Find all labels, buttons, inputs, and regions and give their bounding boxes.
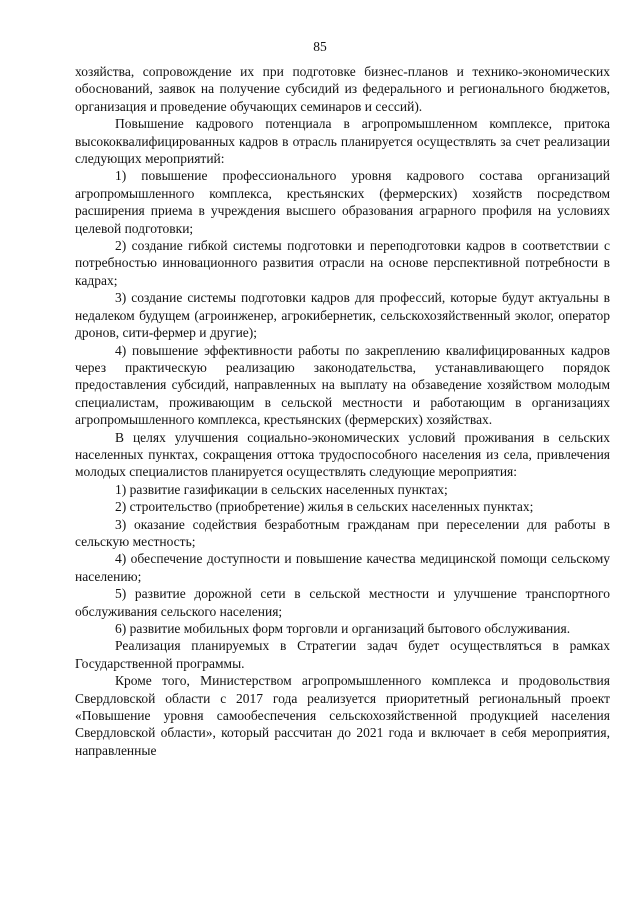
list-item-personnel-3: 3) создание системы подготовки кадров для профессий, которые будут актуальны в недалеком будущем (агроинженер, агрокибернетик, сельскохозяйственный эколог, оператор дронов, сити-фермер и другие); (75, 290, 610, 341)
list-item-living-5: 5) развитие дорожной сети в сельской местности и улучшение транспортного обслуживания сельского населения; (75, 586, 610, 619)
list-item-personnel-1: 1) повышение профессионального уровня кадрового состава организаций агропромышленного комплекса, крестьянских (фермерских) хозяйств посредством расширения приема в учреждения высшего образования аграрного профиля на условиях целевой подготовки; (75, 168, 610, 236)
list-item-living-6: 6) развитие мобильных форм торговли и организаций бытового обслуживания. (115, 621, 571, 636)
list-item-living-1: 1) развитие газификации в сельских населенных пунктах; (115, 481, 448, 497)
paragraph-continuation: хозяйства, сопровождение их при подготовке бизнес-планов и технико-экономических обоснований, заявок на получение субсидий из федерального и регионального бюджетов, организация и проведение обучающих семинаров и сессий). (75, 64, 610, 114)
document-body (75, 63, 610, 759)
paragraph-living-conditions-intro: В целях улучшения социально-экономических условий проживания в сельских населенных пунктах, сокращения оттока трудоспособного населения из села, привлечения молодых специалистов планируется осуществлять следующие мероприятия: (75, 429, 610, 480)
list-item-personnel-2: 2) создание гибкой системы подготовки и переподготовки кадров в соответствии с потребностью инновационного развития отрасли на основе перспективной потребности в кадрах; (75, 238, 610, 288)
paragraph-strategy-implementation: Реализация планируемых в Стратегии задач будет осуществляться в рамках Государственной программы. (75, 638, 610, 671)
list-item-personnel-4: 4) повышение эффективности работы по закреплению квалифицированных кадров через практическую реализацию законодательства, устанавливающего порядок предоставления субсидий, направленных на выплату на обзаведение хозяйством молодым специалистам, проживающим в сельской местности и работающим в организациях агропромышленного комплекса, крестьянских (фермерских) хозяйствах. (75, 342, 610, 428)
list-item-living-2: 2) строительство (приобретение) жилья в сельских населенных пунктах; (115, 499, 534, 515)
paragraph-personnel-intro: Повышение кадрового потенциала в агропромышленном комплексе, притока высококвалифицированных кадров в отрасль планируется осуществлять за счет реализации следующих мероприятий: (75, 116, 610, 167)
list-item-living-4: 4) обеспечение доступности и повышение качества медицинской помощи сельскому населению; (75, 551, 610, 584)
page-number: 85 (313, 39, 327, 54)
list-item-living-3: 3) оказание содействия безработным гражданам при переселении для работы в сельскую местность; (75, 516, 610, 549)
paragraph-regional-project: Кроме того, Министерством агропромышленного комплекса и продовольствия Свердловской области с 2017 года реализуется приоритетный региональный проект «Повышение уровня самообеспечения сельскохозяйственной продукцией населения Свердловской области», который рассчитан до 2021 года и включает в себя мероприятия, направленные (75, 673, 610, 758)
